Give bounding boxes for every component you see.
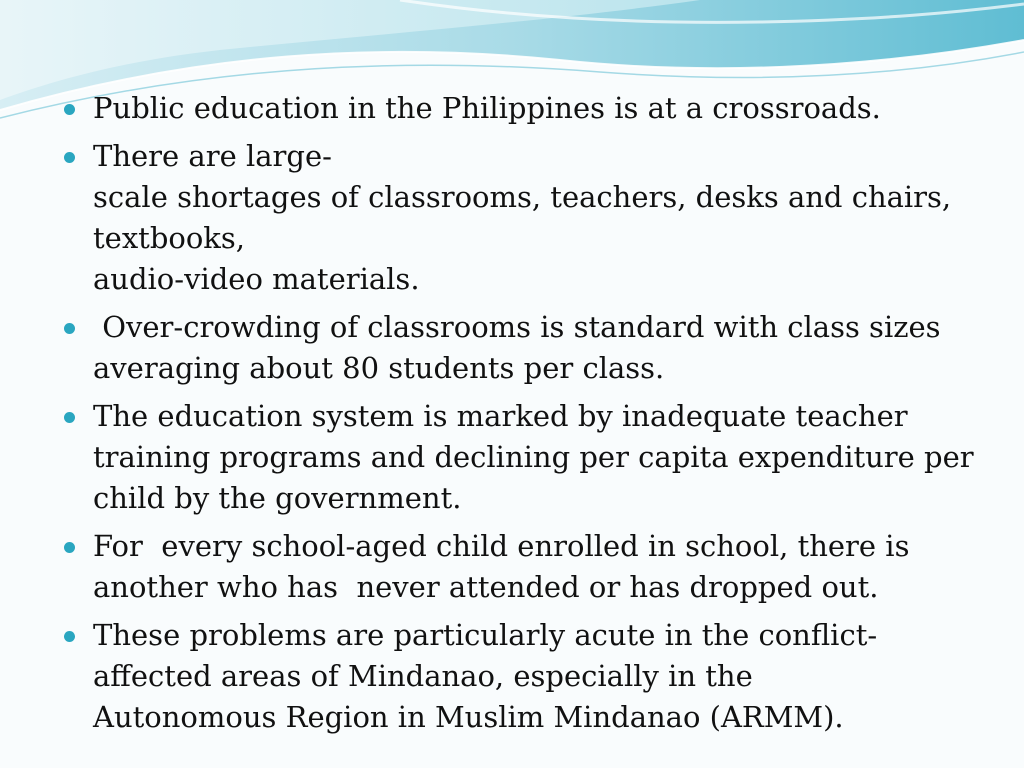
bullet-dot-icon: [64, 542, 75, 553]
bullet-item: [60, 396, 980, 519]
bullet-text-line: another who has never attended or has dropped out.: [93, 570, 879, 604]
bullet-item: [60, 88, 980, 129]
bullet-text-line: scale shortages of classrooms, teachers, desks and chairs,: [93, 180, 952, 214]
bullet-text-line: There are large-: [93, 139, 332, 173]
bullet-text-line: For every school-aged child enrolled in school, there is: [93, 529, 910, 563]
bullet-text-line: audio-video materials.: [93, 262, 420, 296]
bullet-text-line: affected areas of Mindanao, especially in the: [93, 659, 753, 693]
bullet-text-line: The education system is marked by inadequate teacher: [93, 399, 908, 433]
bullet-list: [60, 88, 980, 745]
bullet-text-line: Over-crowding of classrooms is standard with class sizes: [93, 310, 941, 344]
bullet-text-line: Public education in the Philippines is at a crossroads.: [93, 91, 881, 125]
bullet-text-line: training programs and declining per capita expenditure per: [93, 440, 974, 474]
bullet-dot-icon: [64, 323, 75, 334]
bullet-dot-icon: [64, 412, 75, 423]
bullet-dot-icon: [64, 631, 75, 642]
bullet-text-line: These problems are particularly acute in the conflict-: [93, 618, 878, 652]
bullet-text-line: textbooks,: [93, 221, 245, 255]
bullet-item: [60, 526, 980, 608]
bullet-item: [60, 136, 980, 300]
bullet-text-line: child by the government.: [93, 481, 462, 515]
bullet-text-line: averaging about 80 students per class.: [93, 351, 665, 385]
bullet-item: [60, 307, 980, 389]
bullet-dot-icon: [64, 152, 75, 163]
bullet-dot-icon: [64, 104, 75, 115]
bullet-text-line: Autonomous Region in Muslim Mindanao (ARMM).: [93, 700, 844, 734]
bullet-item: [60, 615, 980, 738]
